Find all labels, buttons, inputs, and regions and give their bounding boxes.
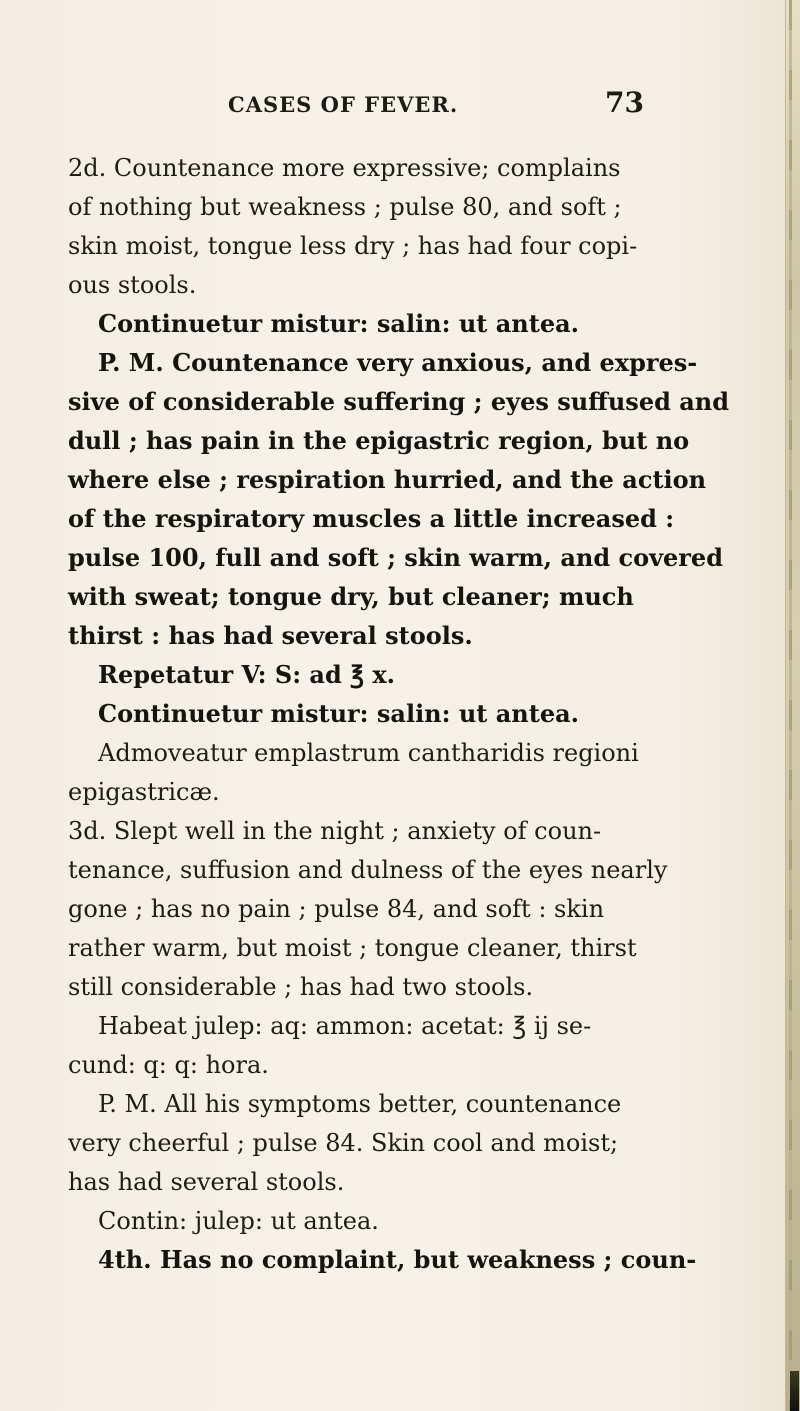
text-line-15: Continuetur mistur: salin: ut antea.	[98, 699, 579, 728]
text-line-23: Habeat julep: aq: ammon: acetat: ℥ ij se-	[98, 1012, 592, 1040]
text-line-13: thirst : has had several stools.	[68, 621, 473, 650]
text-line-18: 3d. Slept well in the night ; anxiety of coun-	[68, 817, 602, 845]
text-line-11: pulse 100, full and soft ; skin warm, and covered	[68, 543, 723, 572]
text-line-7: sive of considerable suffering ; eyes suffused and	[68, 387, 730, 416]
text-line-25: P. M. All his symptoms better, countenance	[98, 1090, 622, 1118]
text-line-17: epigastricæ.	[68, 778, 220, 806]
text-line-28: Contin: julep: ut antea.	[98, 1207, 379, 1235]
text-line-6: P. M. Countenance very anxious, and expres-	[98, 348, 698, 377]
text-line-5: Continuetur mistur: salin: ut antea.	[98, 309, 579, 338]
page-header	[0, 84, 786, 124]
text-line-1: 2d. Countenance more expressive; complains	[68, 154, 621, 182]
text-line-20: gone ; has no pain ; pulse 84, and soft : skin	[68, 895, 605, 923]
text-line-8: dull ; has pain in the epigastric region, but no	[68, 426, 690, 455]
text-line-21: rather warm, but moist ; tongue cleaner, thirst	[68, 934, 637, 962]
text-line-16: Admoveatur emplastrum cantharidis regioni	[98, 739, 639, 767]
running-head: CASES OF FEVER.	[228, 92, 459, 117]
text-line-29: 4th. Has no complaint, but weakness ; coun-	[98, 1245, 697, 1274]
text-line-22: still considerable ; has had two stools.	[68, 973, 534, 1001]
text-line-12: with sweat; tongue dry, but cleaner; much	[68, 582, 634, 611]
text-line-24: cund: q: q: hora.	[68, 1051, 269, 1079]
text-line-9: where else ; respiration hurried, and the action	[68, 465, 707, 494]
text-line-26: very cheerful ; pulse 84. Skin cool and moist;	[68, 1129, 619, 1157]
text-line-4: ous stools.	[68, 271, 197, 299]
text-line-3: skin moist, tongue less dry ; has had four copi-	[68, 232, 638, 260]
text-line-27: has had several stools.	[68, 1168, 345, 1196]
text-line-19: tenance, suffusion and dulness of the eyes nearly	[68, 856, 668, 884]
text-line-2: of nothing but weakness ; pulse 80, and soft ;	[68, 193, 622, 221]
text-line-10: of the respiratory muscles a little increased :	[68, 504, 675, 533]
page-edge	[785, 0, 800, 1411]
text-line-14: Repetatur V: S: ad ℥ x.	[98, 660, 395, 689]
page-number: 73	[605, 86, 644, 119]
